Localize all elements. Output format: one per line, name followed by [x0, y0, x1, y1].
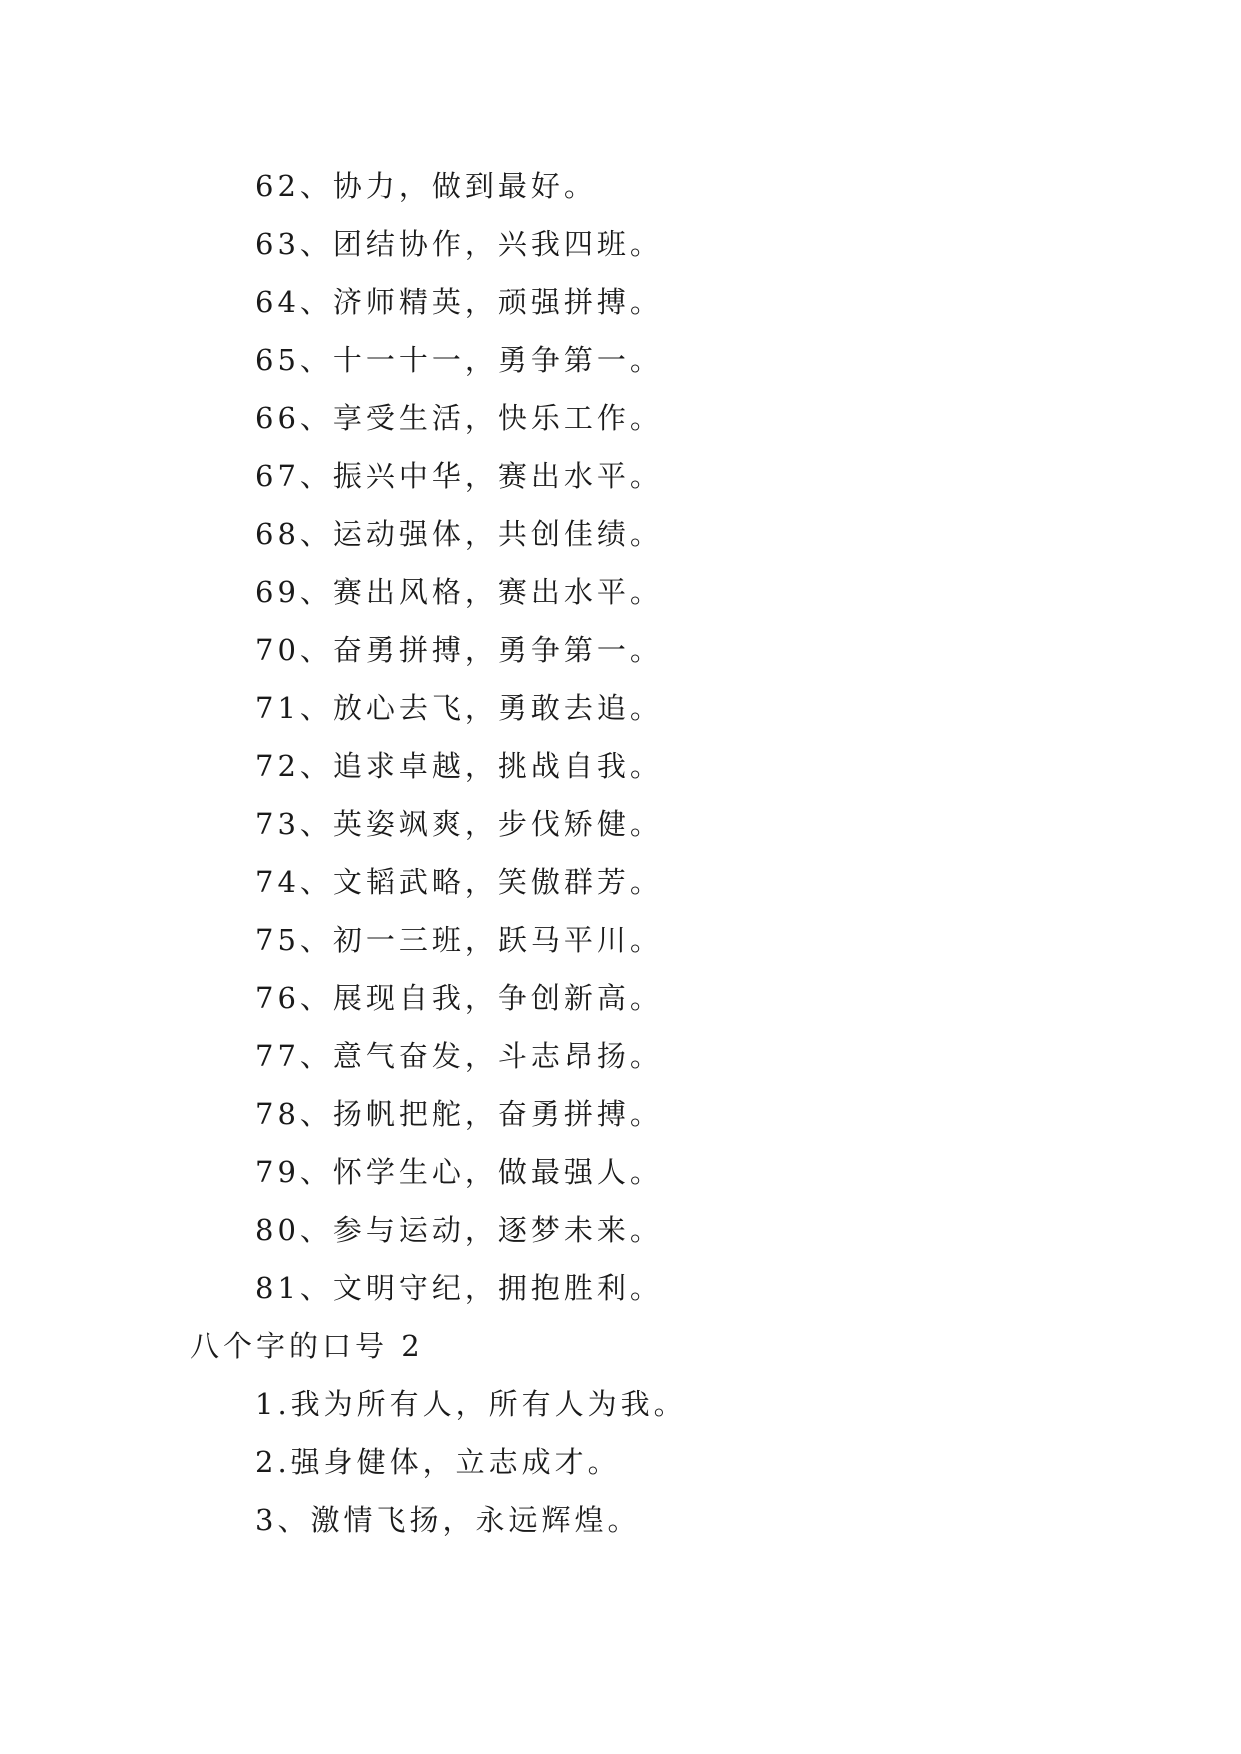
section-heading: 八个字的口号 2 [190, 1329, 424, 1363]
slogan-item: 62、协力，做到最好。 [255, 169, 597, 203]
slogan-item: 73、英姿飒爽，步伐矫健。 [255, 807, 663, 841]
slogan-item: 65、十一十一，勇争第一。 [255, 343, 663, 377]
slogan-item: 75、初一三班，跃马平川。 [255, 923, 663, 957]
slogan-item: 64、济师精英，顽强拼搏。 [255, 285, 663, 319]
slogan-item: 77、意气奋发，斗志昂扬。 [255, 1039, 663, 1073]
slogan-item: 79、怀学生心，做最强人。 [255, 1155, 663, 1189]
slogan-item: 69、赛出风格，赛出水平。 [255, 575, 663, 609]
slogan-item: 68、运动强体，共创佳绩。 [255, 517, 663, 551]
slogan-item: 66、享受生活，快乐工作。 [255, 401, 663, 435]
slogan-item: 80、参与运动，逐梦未来。 [255, 1213, 663, 1247]
slogan-item: 74、文韬武略，笑傲群芳。 [255, 865, 663, 899]
slogan-item: 71、放心去飞，勇敢去追。 [255, 691, 663, 725]
slogan-item: 78、扬帆把舵，奋勇拼搏。 [255, 1097, 663, 1131]
slogan-item: 3、激情飞扬，永远辉煌。 [255, 1503, 641, 1537]
slogan-item: 76、展现自我，争创新高。 [255, 981, 663, 1015]
slogan-item: 63、团结协作，兴我四班。 [255, 227, 663, 261]
slogan-item: 67、振兴中华，赛出水平。 [255, 459, 663, 493]
slogan-item: 1.我为所有人，所有人为我。 [255, 1387, 687, 1421]
slogan-item: 81、文明守纪，拥抱胜利。 [255, 1271, 663, 1305]
slogan-item: 2.强身健体，立志成才。 [255, 1445, 621, 1479]
slogan-item: 72、追求卓越，挑战自我。 [255, 749, 663, 783]
slogan-item: 70、奋勇拼搏，勇争第一。 [255, 633, 663, 667]
